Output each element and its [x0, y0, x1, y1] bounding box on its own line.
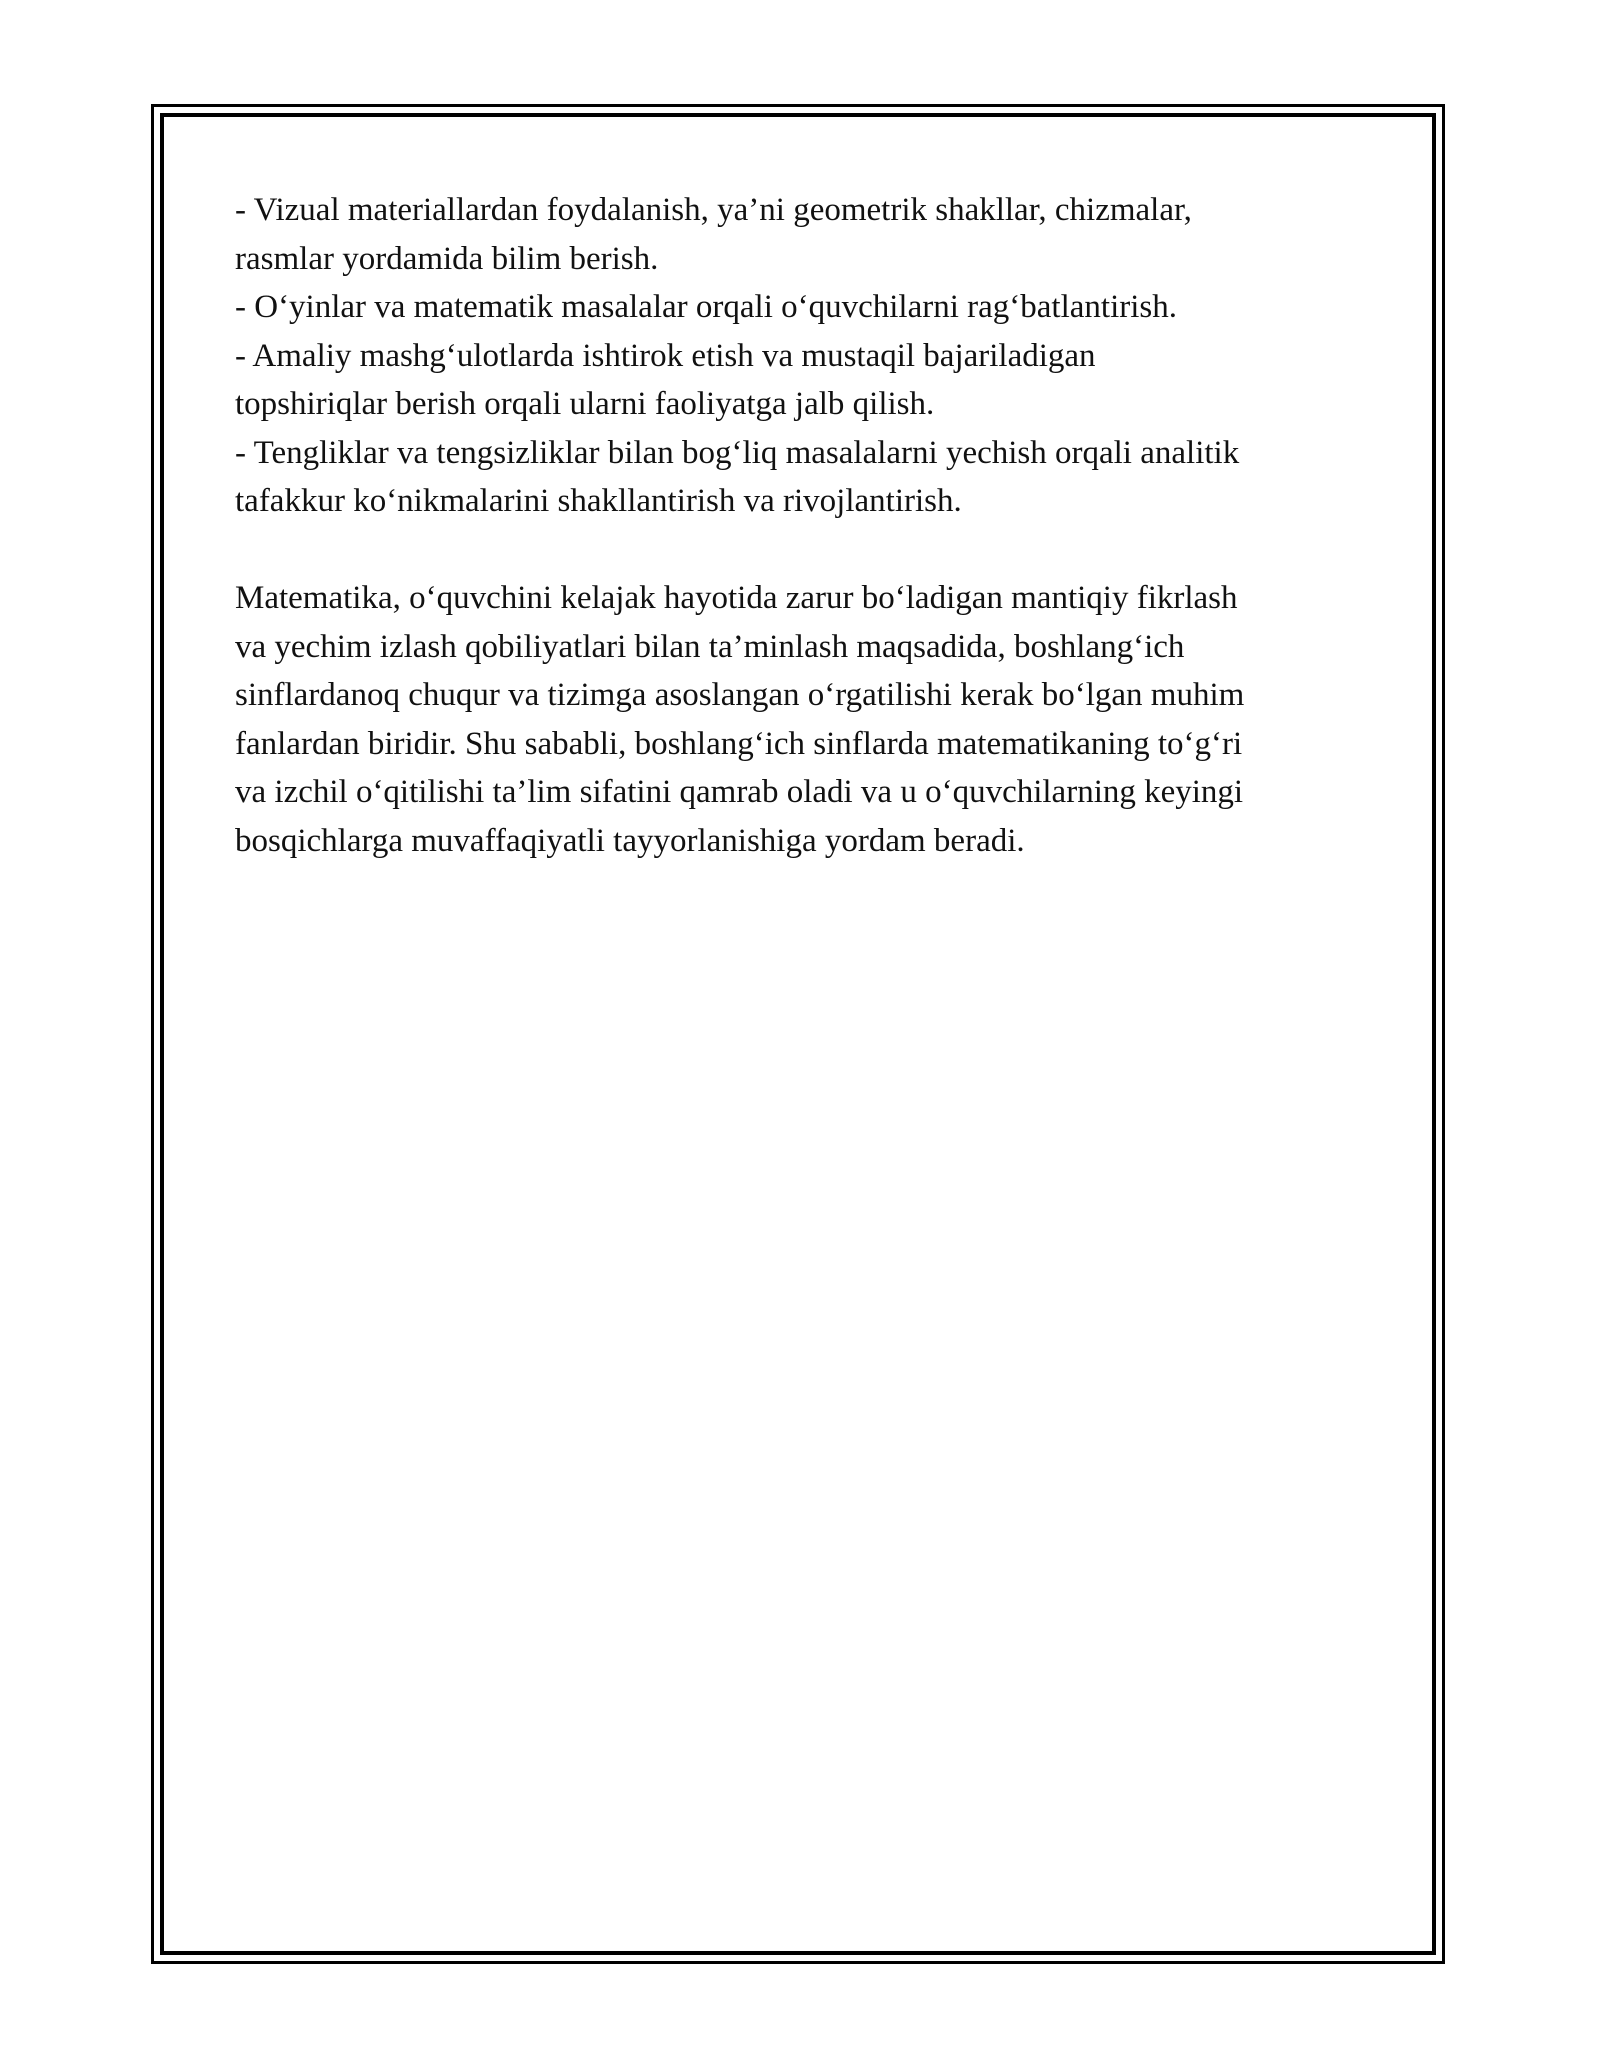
bullet-item: [235, 429, 1365, 526]
text-line: - Vizual materiallardan foydalanish, ya’ni geometrik shakllar, chizmalar,: [235, 192, 1192, 228]
text-line: sinflardanoq chuqur va tizimga asoslangan o‘rgatilishi kerak bo‘lgan muhim: [235, 677, 1245, 713]
body-paragraph: [235, 574, 1365, 865]
bullet-item: [235, 283, 1365, 332]
text-line: topshiriqlar berish orqali ularni faoliyatga jalb qilish.: [235, 386, 935, 422]
bullet-list: [235, 186, 1365, 526]
text-line: - O‘yinlar va matematik masalalar orqali o‘quvchilarni rag‘batlantirish.: [235, 289, 1177, 325]
document-body: [235, 186, 1365, 865]
bullet-item: [235, 186, 1365, 283]
text-line: fanlardan biridir. Shu sababli, boshlang‘ich sinflarda matematikaning to‘g‘ri: [235, 725, 1243, 762]
text-line: - Tengliklar va tengsizliklar bilan bog‘liq masalalarni yechish orqali analitik: [235, 434, 1240, 471]
paragraph-spacer: [235, 526, 1365, 575]
text-line: - Amaliy mashg‘ulotlarda ishtirok etish va mustaqil bajariladigan: [235, 337, 1096, 374]
text-line: bosqichlarga muvaffaqiyatli tayyorlanishiga yordam beradi.: [235, 822, 1025, 859]
text-line: va yechim izlash qobiliyatlari bilan ta’minlash maqsadida, boshlang‘ich: [235, 628, 1185, 665]
text-line: tafakkur ko‘nikmalarini shakllantirish va rivojlantirish.: [235, 483, 962, 519]
bullet-item: [235, 332, 1365, 429]
text-line: rasmlar yordamida bilim berish.: [235, 240, 659, 277]
text-line: va izchil o‘qitilishi ta’lim sifatini qamrab oladi va u o‘quvchilarning keyingi: [235, 774, 1244, 810]
text-line: Matematika, o‘quvchini kelajak hayotida zarur bo‘ladigan mantiqiy fikrlash: [235, 580, 1238, 616]
